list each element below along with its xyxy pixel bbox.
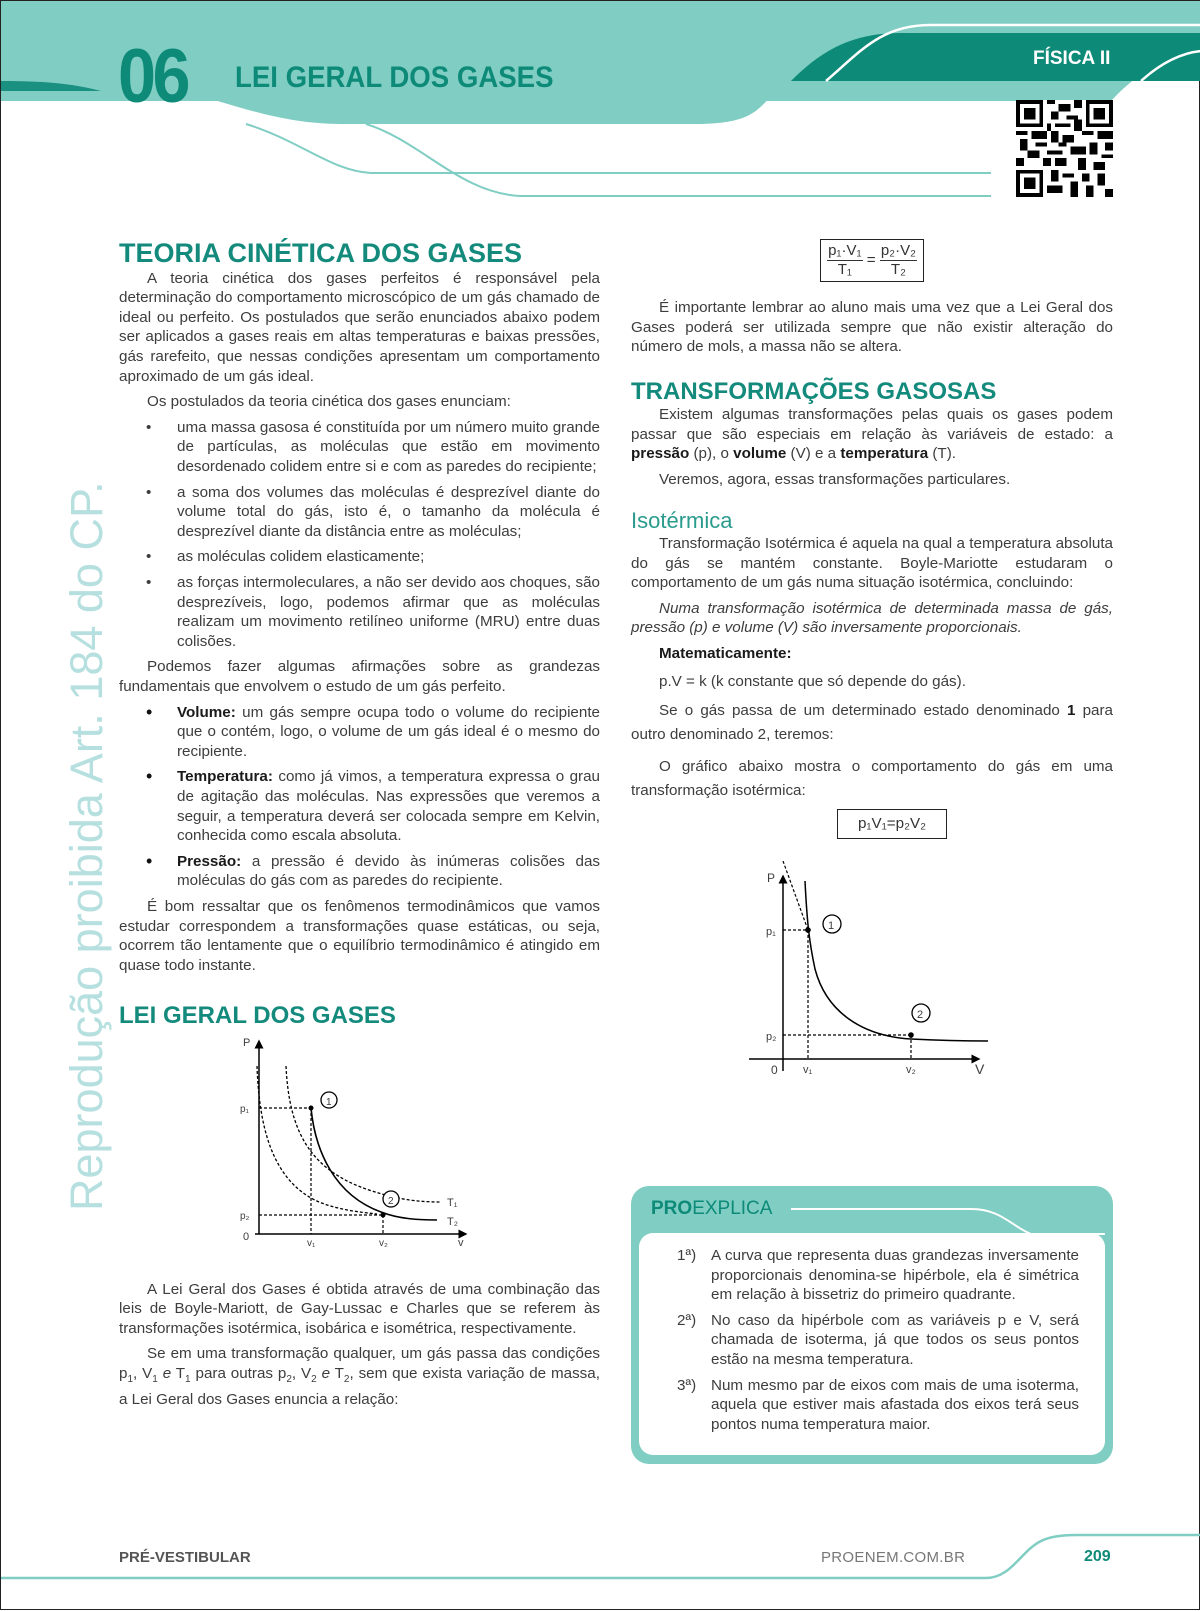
v1-label: v₁ [803,1063,813,1076]
chapter-number: 06 [118,34,187,119]
bullet-icon: • [146,850,153,871]
bullet-icon: • [146,574,152,591]
paragraph: Os postulados da teoria cinética dos gases enunciam: [147,393,511,411]
bullet-icon: • [146,766,153,787]
paragraph: É bom ressaltar que os fenômenos termodinâmicos que vamos estudar correspondem a transformações quase estáticas, ou seja, ocorrem tão lentamente que o equilíbrio termodinâmico é atingido em quase todo instante. [119,897,600,974]
bullet-icon: • [146,701,153,722]
paragraph: Transformação Isotérmica é aquela na qual a temperatura absoluta do gás se mantém constante. Boyle-Mariotte estudaram o comportamento de um gás numa situação isotérmica, concluindo: [631,534,1113,592]
proexplica-box [631,1186,1113,1464]
t1-label: T₁ [447,1196,458,1209]
y-axis-label: P [243,1036,251,1049]
origin-label: 0 [771,1062,778,1077]
bullet-icon: • [146,483,152,501]
section-title-teoria-cinetica: TEORIA CINÉTICA DOS GASES [119,238,523,268]
paragraph: A Lei Geral dos Gases é obtida através de uma combinação das leis de Boyle-Mariott, de Gay-Lussac e Charles que se referem às transformações isotérmica, isobárica e isométrica, respectivamente. [119,1280,600,1337]
paragraph: Existem algumas transformações pelas quais os gases podem passar que são especiais em relação às variáveis de estado: a pressão (p), o volume (V) e a temperatura (T). [631,406,1113,463]
paragraph: Veremos, agora, essas transformações particulares. [659,470,1011,488]
paragraph: É importante lembrar ao aluno mais uma vez que a Lei Geral dos Gases poderá ser utilizada sempre que não existir alteração do número de mols, a massa não se altera. [631,299,1113,356]
footer-site-link[interactable]: PROENEM.COM.BR [821,1549,966,1566]
postulates-list [119,418,600,652]
list-item: • a soma dos volumes das moléculas é desprezível diante do volume total do gás, isto é, o tamanho da molécula é desprezível diante da distância entre as moléculas; [146,483,600,540]
x-axis-label: v [458,1236,464,1249]
footer-decoration [1,1531,1200,1611]
v2-label: v₂ [379,1237,388,1249]
bullet-icon: • [146,418,152,436]
paragraph: Numa transformação isotérmica de determinada massa de gás, pressão (p) e volume (V) são inversamente proporcionais. [631,599,1113,637]
list-item: 2ª) No caso da hipérbole com as variáveis p e V, será chamada de isoterma, já que todos os seus pontos estão na mesma temperatura. [677,1311,1079,1368]
paragraph: Matematicamente: [659,644,792,662]
section-title-lei-geral: LEI GERAL DOS GASES [119,1002,396,1030]
page-number: 209 [1084,1548,1111,1565]
list-item: • as moléculas colidem elasticamente; [146,548,425,566]
footer-label: PRÉ-VESTIBULAR [119,1549,251,1566]
p2-label: p₂ [240,1210,250,1222]
pv-diagram-isotherm [631,861,1113,1091]
list-item: 3ª) Num mesmo par de eixos com mais de uma isoterma, aquela que estiver mais afastada dos eixos terá seus pontos numa temperatura maior. [677,1376,1079,1433]
subsection-title-isotermica: Isotérmica [631,507,733,533]
point-1-label: 1 [828,919,835,932]
paragraph: p.V = k (k constante que só depende do gás). [659,672,966,690]
qr-code-icon[interactable] [1016,100,1113,197]
isothermal-formula: p₁V₁=p₂V₂ [671,809,1113,839]
paragraph: Podemos fazer algumas afirmações sobre as grandezas fundamentais que envolvem o estudo de um gás perfeito. [119,658,600,695]
point-2-label: 2 [917,1008,924,1021]
paragraph: A teoria cinética dos gases perfeitos é responsável pela determinação do comportamento microscópico de um gás chamado de ideal ou perfeito. Os postulados que serão enunciados abaixo podem ser aplicados a gases reais em altas temperaturas e baixas pressões, gás rarefeito, que nessas condições apresentam um comportamento aproximado de um gás ideal. [119,269,600,385]
list-item: • as forças intermoleculares, a não ser devido aos choques, são desprezíveis, logo, podemos afirmar que as moléculas realizam um movimento retilíneo uniforme (MRU) entre duas colisões. [146,574,600,650]
subject-label: FÍSICA II [1033,48,1111,69]
proexplica-list [659,1246,1079,1440]
p1-label: p₁ [240,1103,249,1115]
list-item: • Pressão: a pressão é devido às inúmeras colisões das moléculas do gás com as paredes do recipiente. [146,850,600,890]
list-item: 1ª) A curva que representa duas grandezas inversamente proporcionais denomina-se hipérbole, ela é simétrica em relação à bissetriz do primeiro quadrante. [677,1247,1079,1304]
origin-label: 0 [243,1230,250,1243]
list-item: • Volume: um gás sempre ocupa todo o volume do recipiente que o contém, logo, o volume de um gás ideal é o mesmo do recipiente. [146,701,600,760]
copyright-watermark: Reprodução proibida Art. 184 do CP. [61,481,112,1211]
p2-label: p₂ [766,1030,777,1043]
quantities-list [119,703,600,891]
v1-label: v₁ [307,1237,316,1249]
v2-label: v₂ [906,1063,916,1076]
list-item: • Temperatura: como já vimos, a temperatura expressa o grau de agitação das moléculas. Nas expressões que veremos a seguir, a temperatura deverá ser colocada sempre em Kelvin, conhecida como escala absoluta. [146,766,600,845]
bullet-icon: • [146,548,152,566]
point-2-label: 2 [388,1195,394,1207]
y-axis-label: P [767,870,776,885]
left-column [119,239,600,1415]
graph-lei-geral [119,1030,600,1266]
p1-label: p₁ [766,925,776,938]
paragraph: Se o gás passa de um determinado estado denominado 1 para outro denominado 2, teremos: [631,702,1113,744]
pv-diagram-two-isotherms [119,1030,600,1266]
proexplica-title: PROEXPLICA [651,1198,773,1219]
paragraph: O gráfico abaixo mostra o comportamento do gás em uma transformação isotérmica: [631,758,1113,800]
paragraph: Se em uma transformação qualquer, um gás passa das condições $p_1$, $V_1$ e $T_1$ para outras $p_2$, $V_2$ e $T_2$, sem que exista variação de massa, a Lei Geral dos Gases enuncia a relação: [119,1345,600,1408]
point-1-label: 1 [326,1096,332,1108]
x-axis-label: V [975,1060,985,1077]
chapter-title: LEI GERAL DOS GASES [235,61,554,94]
t2-label: T₂ [447,1215,458,1228]
graph-isotermica [631,861,1113,1091]
list-item: • uma massa gasosa é constituída por um número muito grande de partículas, as moléculas que estão em movimento desordenado colidem entre si e com as paredes do recipiente; [146,418,600,476]
general-gas-law-formula: $\frac{\text{p₁·V₁}}{\text{T₁}}$ = $\frac{\text{p₂·V₂}}{\text{T₂}}$ [631,239,1113,282]
section-title-transformacoes: TRANSFORMAÇÕES GASOSAS [631,377,997,405]
right-column [631,239,1113,1091]
